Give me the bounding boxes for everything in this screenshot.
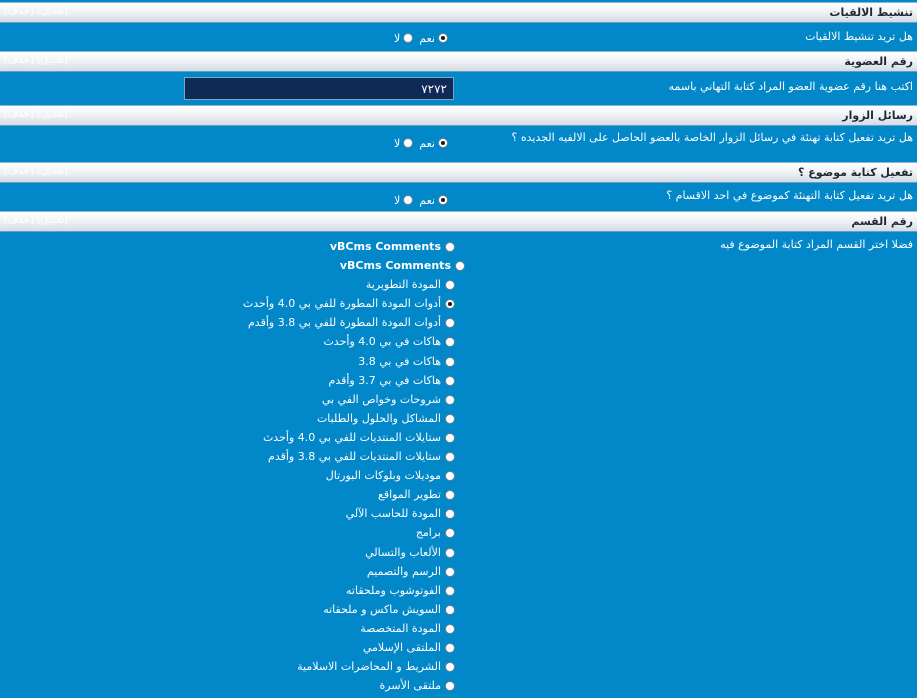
forum-radio[interactable] [445, 490, 455, 500]
edit-link[interactable]: [تعديل] [36, 215, 68, 226]
list-item[interactable] [155, 316, 455, 335]
question-label: هل تريد تفعيل كتابة التهنئة كموضوع في احد الاقسام ؟ [666, 189, 913, 202]
list-item[interactable] [155, 335, 455, 354]
section-title: تفعيل كتابة موضوع ؟ [797, 166, 913, 179]
list-item[interactable] [155, 431, 455, 450]
list-item[interactable] [155, 355, 455, 374]
list-item[interactable] [155, 641, 455, 660]
list-item[interactable] [155, 450, 455, 469]
member-id-input[interactable] [184, 77, 454, 100]
forum-radio[interactable] [445, 242, 455, 252]
forum-label: المودة المتخصصة [360, 621, 441, 635]
forum-radio[interactable] [445, 586, 455, 596]
list-item[interactable] [155, 622, 455, 641]
forum-label: برامج [415, 526, 441, 540]
list-item[interactable] [155, 469, 455, 488]
forum-radio[interactable] [445, 681, 455, 691]
list-item[interactable] [155, 412, 455, 431]
no-radio[interactable] [403, 33, 413, 43]
list-item[interactable] [155, 526, 455, 545]
header-actions [4, 166, 68, 177]
list-item[interactable] [155, 374, 455, 393]
section-header-topic [0, 162, 917, 183]
question-label: اكتب هنا رقم عضوية العضو المراد كتابة التهاني باسمه [668, 80, 913, 93]
yes-radio[interactable] [438, 33, 448, 43]
forum-radio[interactable] [445, 548, 455, 558]
forum-radio[interactable] [445, 414, 455, 424]
section-header-activation [0, 2, 917, 23]
question-label: هل تريد تفعيل كتابة تهنئة في رسائل الزوار الخاصة بالعضو الحاصل على الالفيه الجديده ؟ [511, 131, 913, 144]
question-label: فضلا اختر القسم المراد كتابة الموضوع فيه [720, 238, 913, 251]
yes-label: نعم [419, 136, 435, 150]
no-label: لا [394, 136, 401, 150]
delete-link[interactable]: [حذف] [4, 109, 34, 120]
forum-radio[interactable] [445, 567, 455, 577]
forum-radio[interactable] [445, 643, 455, 653]
forum-radio[interactable] [445, 337, 455, 347]
edit-link[interactable]: [تعديل] [36, 166, 68, 177]
yes-radio[interactable] [438, 195, 448, 205]
section-title: رقم العضوية [844, 55, 913, 68]
delete-link[interactable]: [حذف] [4, 215, 34, 226]
delete-link[interactable]: [حذف] [4, 55, 34, 66]
question-label: هل تريد تنشيط الالقيات [805, 30, 913, 43]
header-actions [4, 55, 68, 66]
list-item[interactable] [155, 546, 455, 565]
list-item[interactable] [155, 565, 455, 584]
no-label: لا [394, 193, 401, 207]
yes-label: نعم [419, 193, 435, 207]
forum-label: vBCms Comments [339, 259, 451, 273]
forum-radio[interactable] [445, 357, 455, 367]
forum-radio[interactable] [445, 376, 455, 386]
forum-radio[interactable] [455, 261, 465, 271]
delete-link[interactable]: [حذف] [4, 6, 34, 17]
forum-label: المشاكل والحلول والطلبات [316, 411, 441, 425]
forum-label: ستايلات المنتديات للفي بي 4.0 وأحدث [262, 430, 441, 444]
forum-label: هاكات في بي 4.0 وأحدث [323, 335, 441, 349]
yes-radio[interactable] [438, 138, 448, 148]
list-item[interactable] [155, 603, 455, 622]
forum-label: السويش ماكس و ملحقاته [323, 602, 441, 616]
header-actions [4, 6, 68, 17]
list-item[interactable] [155, 584, 455, 603]
section-title: رسائل الزوار [842, 109, 913, 122]
forum-radio[interactable] [445, 605, 455, 615]
header-actions [4, 215, 68, 226]
no-radio[interactable] [403, 138, 413, 148]
section-title: تنشيط الالقيات [829, 6, 913, 19]
section-header-member-id [0, 51, 917, 72]
section-header-forum-id [0, 211, 917, 232]
yes-no-group [388, 136, 448, 150]
forum-radio-list [155, 240, 455, 698]
forum-label: أدوات المودة المطورة للفي بي 4.0 وأحدث [242, 297, 441, 311]
forum-radio[interactable] [445, 433, 455, 443]
list-item[interactable] [155, 240, 455, 259]
forum-label: هاكات في بي 3.7 وأقدم [328, 373, 441, 387]
forum-label: الألعاب والتسالي [365, 545, 441, 559]
forum-label: أدوات المودة المطورة للفي بي 3.8 وأقدم [248, 316, 441, 330]
list-item[interactable] [155, 660, 455, 679]
forum-label: المودة التطويرية [365, 278, 441, 292]
list-item[interactable] [155, 488, 455, 507]
no-radio[interactable] [403, 195, 413, 205]
forum-label: الملتقى الإسلامي [362, 640, 441, 654]
forum-radio[interactable] [445, 528, 455, 538]
yes-no-group [388, 31, 448, 45]
header-actions [4, 109, 68, 120]
list-item[interactable] [155, 278, 455, 297]
forum-label: موديلات وبلوكات البورتال [325, 469, 441, 483]
section-title: رقم القسم [851, 215, 913, 228]
forum-radio[interactable] [445, 395, 455, 405]
list-item[interactable] [155, 297, 455, 316]
forum-label: الفوتوشوب وملحقاته [346, 583, 441, 597]
delete-link[interactable]: [حذف] [4, 166, 34, 177]
forum-label: شروحات وخواص الفي بي [321, 392, 441, 406]
forum-radio[interactable] [445, 318, 455, 328]
forum-label: vBCms Comments [329, 240, 441, 253]
edit-link[interactable]: [تعديل] [36, 109, 68, 120]
forum-radio[interactable] [445, 471, 455, 481]
list-item[interactable] [155, 507, 455, 526]
forum-label: ملتقى الأسرة [379, 679, 441, 693]
list-item[interactable] [155, 393, 455, 412]
forum-label: ستايلات المنتديات للفي بي 3.8 وأقدم [268, 450, 441, 464]
yes-no-group [388, 193, 448, 207]
forum-radio[interactable] [445, 452, 455, 462]
forum-label: تطوير المواقع [377, 488, 441, 502]
forum-label: الشريط و المحاضرات الاسلامية [297, 660, 441, 674]
list-item[interactable] [155, 259, 465, 278]
forum-radio[interactable] [445, 299, 455, 309]
section-header-visitor-messages [0, 105, 917, 126]
yes-label: نعم [419, 31, 435, 45]
forum-label: المودة للحاسب الآلي [345, 507, 441, 521]
forum-label: هاكات في بي 3.8 [358, 354, 441, 368]
forum-radio[interactable] [445, 624, 455, 634]
forum-radio[interactable] [445, 509, 455, 519]
list-item[interactable] [155, 679, 455, 698]
edit-link[interactable]: [تعديل] [36, 6, 68, 17]
forum-radio[interactable] [445, 280, 455, 290]
forum-label: الرسم والتصميم [366, 564, 441, 578]
edit-link[interactable]: [تعديل] [36, 55, 68, 66]
forum-radio[interactable] [445, 662, 455, 672]
no-label: لا [394, 31, 401, 45]
